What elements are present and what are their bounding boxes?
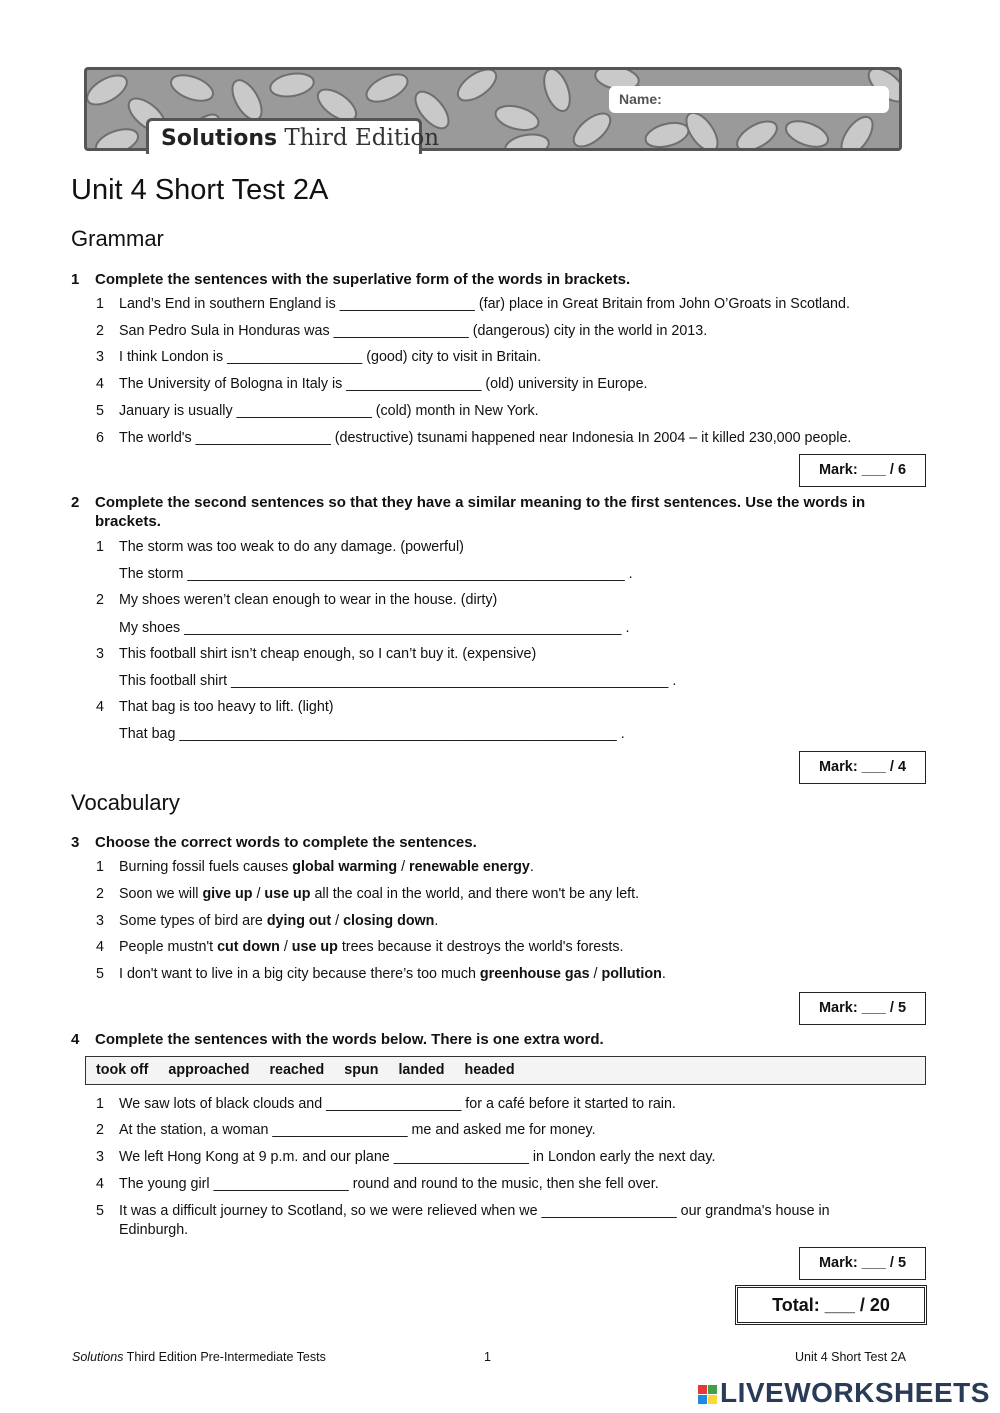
q2-item: 2 My shoes weren’t clean enough to wear in the house. (dirty) (96, 592, 498, 608)
question-1-heading (71, 270, 631, 289)
q2-answer-line[interactable]: This football shirt _______________________________________________________ . (119, 673, 677, 689)
brand-name: Solutions (161, 126, 278, 151)
q1-item[interactable]: 4 The University of Bologna in Italy is _________________ (old) university in Europe. (96, 376, 648, 392)
total-score-box: Total: ___ / 20 (735, 1285, 927, 1325)
question-4-heading (71, 1030, 604, 1049)
solutions-logo (146, 118, 440, 154)
mark-box-q3: Mark: ___ / 5 (799, 992, 926, 1025)
q4-item[interactable]: 5 It was a difficult journey to Scotland, so we were relieved when we _________________ our grandma's house in Edinburgh. (96, 1203, 830, 1238)
logo-text: LIVEWORKSHEETS (720, 1377, 990, 1408)
question-instruction: Complete the second sentences so that they have a similar meaning to the first sentences. Use the words in brackets. (95, 494, 866, 530)
option-2: renewable energy (409, 859, 530, 875)
footer-left: Solutions Third Edition Pre-Intermediate Tests (72, 1350, 326, 1364)
option-1: give up (202, 886, 253, 902)
option-1: dying out (266, 913, 332, 929)
section-heading-vocabulary: Vocabulary (71, 790, 180, 815)
brand-edition: Third Edition (284, 125, 440, 151)
q2-answer-line[interactable]: That bag _______________________________________________________ . (119, 726, 625, 742)
page-number: 1 (484, 1350, 491, 1364)
name-label: Name: (619, 91, 662, 107)
question-2-heading (71, 493, 866, 530)
question-number: 3 (71, 834, 80, 851)
word-bank-item: reached (269, 1062, 325, 1078)
question-number: 2 (71, 494, 80, 511)
q2-answer-line[interactable]: The storm _______________________________________________________ . (119, 566, 633, 582)
option-2: use up (291, 939, 338, 955)
name-field[interactable] (609, 86, 889, 113)
option-2: closing down (343, 913, 435, 929)
question-instruction: Complete the sentences with the words below. There is one extra word. (95, 1031, 604, 1048)
q1-item[interactable]: 5 January is usually _________________ (cold) month in New York. (96, 403, 539, 419)
mark-box-q1: Mark: ___ / 6 (799, 454, 926, 487)
word-bank-item: took off (96, 1062, 149, 1078)
word-bank-item: spun (344, 1062, 379, 1078)
logo-squares-icon (698, 1385, 720, 1405)
q2-item: 1 The storm was too weak to do any damage. (powerful) (96, 539, 464, 555)
q1-item[interactable]: 6 The world's _________________ (destructive) tsunami happened near Indonesia In 2004 – it killed 230,000 people. (96, 430, 852, 446)
question-number: 1 (71, 271, 80, 288)
option-1: greenhouse gas (479, 966, 590, 982)
q1-item[interactable]: 3 I think London is _________________ (good) city to visit in Britain. (96, 349, 542, 365)
q1-item[interactable]: 1 Land’s End in southern England is _________________ (far) place in Great Britain from John O’Groats in Scotland. (96, 296, 850, 312)
word-bank-item: approached (168, 1062, 250, 1078)
liveworksheets-logo[interactable] (698, 1377, 990, 1409)
q3-item[interactable]: 5 I don't want to live in a big city because there’s too much greenhouse gas / pollution. (96, 966, 666, 982)
question-instruction: Choose the correct words to complete the sentences. (95, 834, 477, 851)
q4-item[interactable]: 1 We saw lots of black clouds and _________________ for a café before it started to rain. (96, 1096, 676, 1112)
q2-item: 4 That bag is too heavy to lift. (light) (96, 699, 334, 715)
option-1: cut down (217, 939, 280, 955)
q3-item[interactable]: 4 People mustn't cut down / use up trees because it destroys the world's forests. (96, 939, 624, 955)
page-title: Unit 4 Short Test 2A (71, 174, 329, 206)
word-bank-item: landed (398, 1062, 445, 1078)
q1-item[interactable]: 2 San Pedro Sula in Honduras was _________________ (dangerous) city in the world in 2013. (96, 323, 708, 339)
q2-item: 3 This football shirt isn’t cheap enough, so I can’t buy it. (expensive) (96, 646, 537, 662)
word-bank-item: headed (464, 1062, 515, 1078)
q3-item[interactable]: 3 Some types of bird are dying out / closing down. (96, 913, 439, 929)
q4-item[interactable]: 3 We left Hong Kong at 9 p.m. and our plane _________________ in London early the next day. (96, 1149, 716, 1165)
option-2: pollution (601, 966, 662, 982)
question-number: 4 (71, 1031, 80, 1048)
q4-item[interactable]: 2 At the station, a woman _________________ me and asked me for money. (96, 1122, 596, 1138)
mark-box-q4: Mark: ___ / 5 (799, 1247, 926, 1280)
section-heading-grammar: Grammar (71, 226, 164, 251)
q3-item[interactable]: 2 Soon we will give up / use up all the coal in the world, and there won't be any left. (96, 886, 640, 902)
mark-box-q2: Mark: ___ / 4 (799, 751, 926, 784)
word-bank (85, 1056, 926, 1085)
q2-answer-line[interactable]: My shoes _______________________________________________________ . (119, 620, 630, 636)
option-2: use up (264, 886, 311, 902)
question-3-heading (71, 833, 477, 852)
footer-right: Unit 4 Short Test 2A (795, 1350, 906, 1364)
q4-item[interactable]: 4 The young girl _________________ round and round to the music, then she fell over. (96, 1176, 659, 1192)
question-instruction: Complete the sentences with the superlative form of the words in brackets. (95, 271, 631, 288)
q3-item[interactable]: 1 Burning fossil fuels causes global warming / renewable energy. (96, 859, 534, 875)
option-1: global warming (292, 859, 398, 875)
